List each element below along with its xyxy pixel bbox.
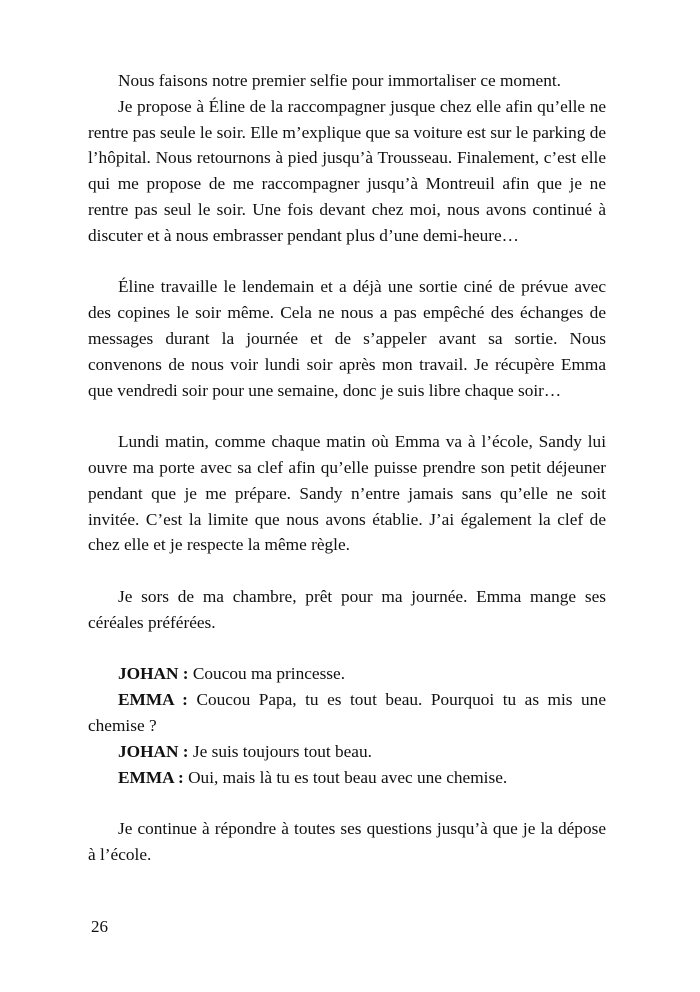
dialogue-line (88, 765, 606, 791)
dialogue-line (88, 687, 606, 739)
section-gap (88, 558, 606, 584)
paragraph-closing: Je continue à répondre à toutes ses questions jusqu’à que je la dépose à l’école. (88, 819, 606, 864)
paragraph-raccompagner: Je propose à Éline de la raccompagner jusque chez elle afin qu’elle ne rentre pas seule le soir. Elle m’explique que sa voiture est sur le parking de l’hôpital. Nous retournons à pied jusqu’à Trousseau. Finalement, c’est elle qui me propose de me raccompagner jusqu’à Montreuil afin que je ne rentre pas seul le soir. Une fois devant chez moi, nous avons continué à discuter et à nous embrasser pendant plus d’une demi-heure… (88, 96, 606, 245)
dialogue-line (88, 661, 606, 687)
dialogue-speaker: EMMA : (118, 690, 188, 710)
dialogue-speaker: JOHAN : (118, 664, 189, 684)
paragraph-selfie: Nous faisons notre premier selfie pour immortaliser ce moment. (118, 71, 561, 90)
dialogue-text: Coucou Papa, tu es tout beau. Pourquoi tu as mis une chemise ? (88, 690, 606, 735)
dialogue-line (88, 739, 606, 765)
dialogue-speaker: EMMA : (118, 767, 184, 787)
book-page (88, 68, 606, 868)
section-gap (88, 249, 606, 275)
dialogue-text: Coucou ma princesse. (188, 664, 346, 684)
section-gap (88, 790, 606, 816)
dialogue (88, 661, 606, 790)
dialogue-text: Oui, mais là tu es tout beau avec une chemise. (183, 767, 508, 787)
section-gap (88, 636, 606, 662)
paragraph-chambre: Je sors de ma chambre, prêt pour ma journée. Emma mange ses céréales préférées. (88, 586, 606, 632)
paragraph-lundi-matin: Lundi matin, comme chaque matin où Emma va à l’école, Sandy lui ouvre ma porte avec sa clef afin qu’elle puisse prendre son petit déjeuner pendant que je me prépare. Sandy n’entre jamais sans qu’elle ne soit invitée. C’est la limite que nous avons établie. J’ai également la clef de chez elle et je respecte la même règle. (88, 432, 606, 555)
page-number: 26 (91, 917, 108, 936)
section-gap (88, 403, 606, 429)
dialogue-speaker: JOHAN : (118, 741, 189, 761)
paragraph-eline-travaille: Éline travaille le lendemain et a déjà une sortie ciné de prévue avec des copines le soir même. Cela ne nous a pas empêché des échanges de messages durant la journée et de s’appeler avant sa sortie. Nous convenons de nous voir lundi soir après mon travail. Je récupère Emma que vendredi soir pour une semaine, donc je suis libre chaque soir… (88, 277, 606, 400)
dialogue-text: Je suis toujours tout beau. (188, 741, 372, 761)
